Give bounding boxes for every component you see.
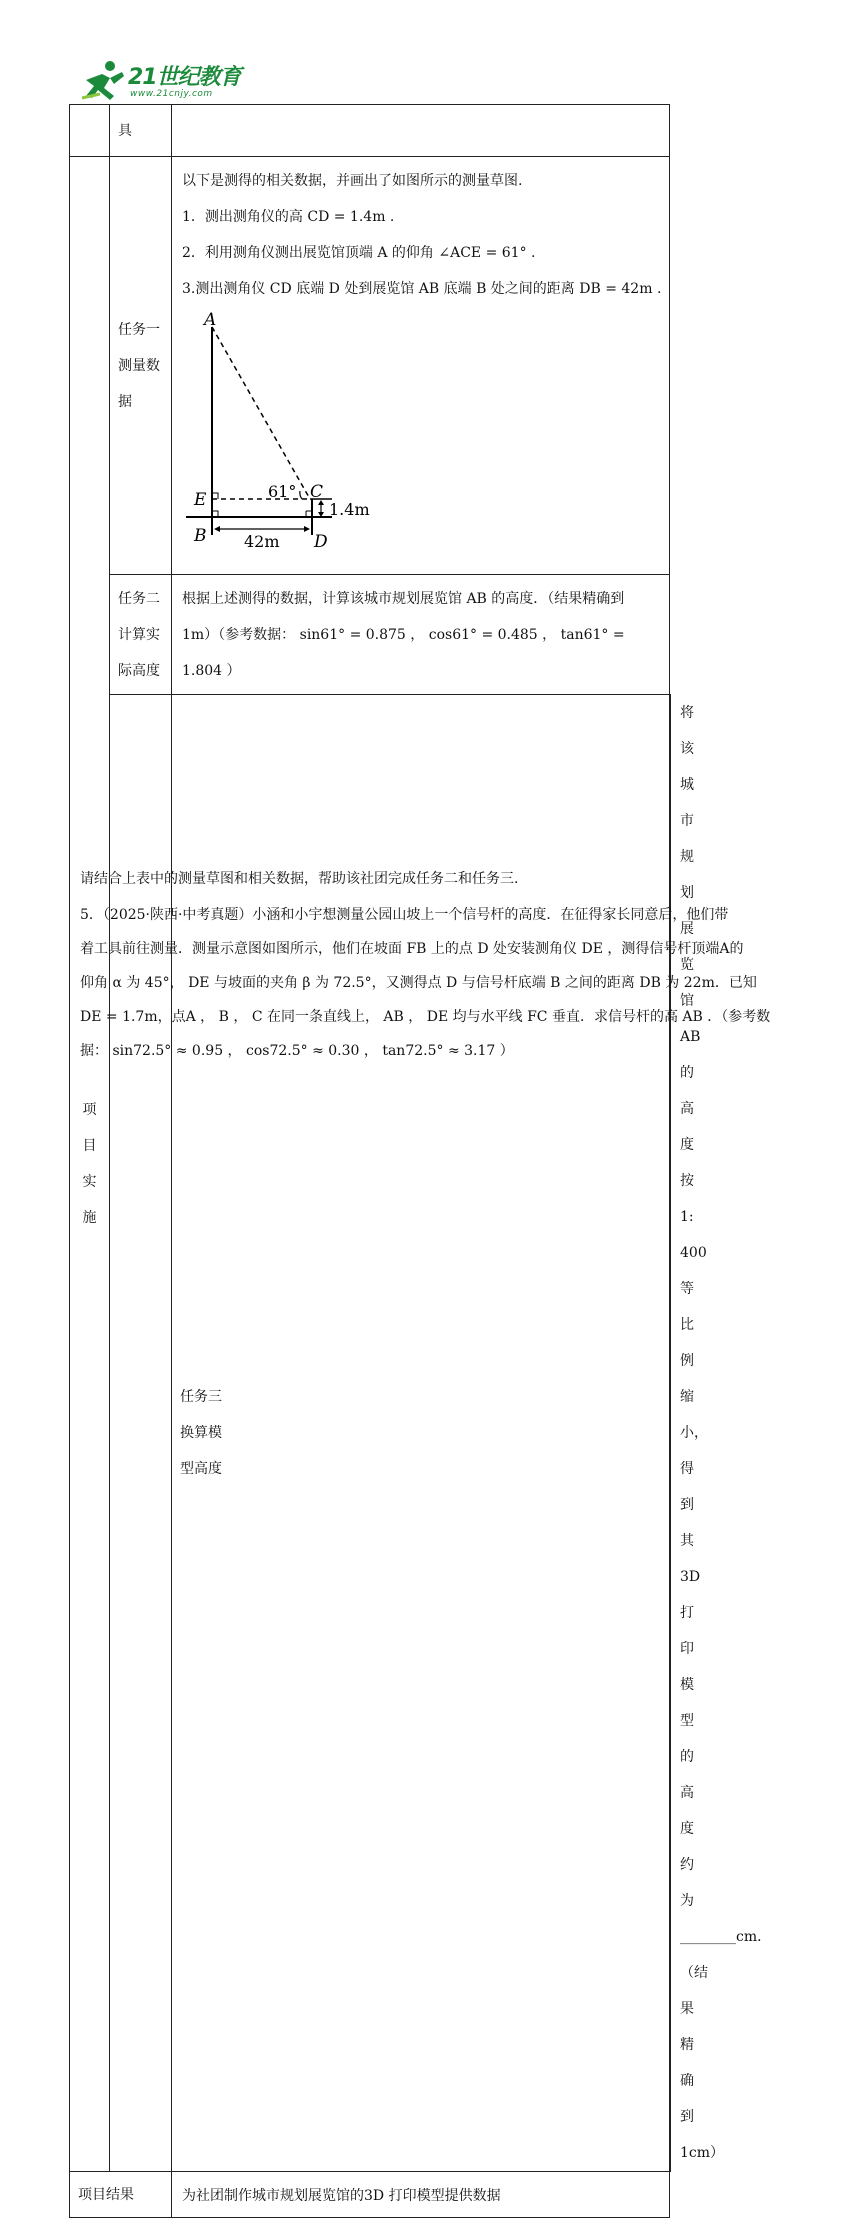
problem-5 [80, 898, 790, 1068]
cell-tools-label: 具 [110, 105, 172, 157]
task1-item3: 3.测出测角仪 CD 底端 D 处到展览馆 AB 底端 B 处之间的距离 DB = 42m . [182, 281, 662, 297]
label-b: B [194, 526, 207, 546]
after-table-line: 请结合上表中的测量草图和相关数据，帮助该社团完成任务二和任务三. [80, 871, 519, 887]
result-label: 项目结果 [70, 2172, 172, 2218]
task1-content [172, 157, 670, 575]
angle-arc [300, 491, 302, 499]
label-distance: 42m [244, 532, 280, 549]
cell-tools-content [172, 105, 670, 157]
measurement-figure [182, 309, 402, 549]
problem5-line: 5．（2025·陕西·中考真题）小涵和小宇想测量公园山坡上一个信号杆的高度．在征得家长同意后，他们带 [80, 907, 729, 923]
task3-label: 任务三 换算模 型高度 [172, 695, 670, 2172]
task2-line2: 1m）（参考数据： sin61° = 0.875 ， cos61° = 0.485 ， tan61° = 1.804 ） [182, 626, 625, 679]
task1-item2: 2．利用测角仪测出展览馆顶端 A 的仰角 ∠ACE = 61° . [182, 245, 536, 261]
label-e: E [194, 490, 207, 510]
task1-label: 任务一 测量数 据 [110, 157, 172, 575]
dashed-ac [212, 327, 310, 499]
problem5-line: DE = 1.7m，点A ， B ， C 在同一条直线上， AB ， DE 均与水平线 FC 垂直．求信号杆的高 AB ．（参考数 [80, 1009, 771, 1025]
logo [80, 58, 260, 104]
label-angle: 61° [268, 482, 297, 501]
row-task2 [70, 575, 671, 695]
label-height: 1.4m [329, 500, 370, 519]
label-c: C [310, 482, 324, 502]
problem5-line: 着工具前往测量．测量示意图如图所示，他们在坡面 FB 上的点 D 处安装测角仪 DE ，测得信号杆顶端A的 [80, 941, 744, 957]
problem5-line: 仰角 α 为 45°， DE 与坡面的夹角 β 为 72.5°，又测得点 D 与信号杆底端 B 之间的距离 DB 为 22m．已知 [80, 975, 757, 991]
after-table-text [80, 862, 790, 896]
task2-line1: 根据上述测得的数据，计算该城市规划展览馆 AB 的高度．（结果精确到 [182, 590, 625, 607]
row-tools [70, 105, 671, 157]
logo-url: www.21cnjy.com [130, 89, 213, 99]
section-label: 项 目 实 施 [70, 157, 110, 2172]
cell-empty [70, 105, 110, 157]
logo-text: 21世纪教育 [128, 65, 241, 90]
label-a: A [204, 310, 217, 330]
result-text: 为社团制作城市规划展览馆的3D 打印模型提供数据 [172, 2172, 670, 2218]
label-d: D [314, 532, 328, 549]
task1-intro: 以下是测得的相关数据，并画出了如图所示的测量草图. [182, 173, 523, 189]
runner-icon [80, 58, 128, 104]
distance-arrowhead-right [304, 526, 310, 532]
task2-label: 任务二 计算实 际高度 [110, 575, 172, 695]
row-task1 [70, 157, 671, 575]
task2-content [172, 575, 670, 695]
task1-item1: 1．测出测角仪的高 CD = 1.4m . [182, 209, 395, 225]
distance-arrowhead-left [214, 526, 220, 532]
row-result [70, 2172, 671, 2218]
problem5-line: 据： sin72.5° ≈ 0.95 ， cos72.5° ≈ 0.30 ， tan72.5° ≈ 3.17 ） [80, 1043, 514, 1059]
task3-content: 将该城市规划展览馆 AB 的高度按1: 400 等比例缩小，得到其3D 打印模型 的高度约为________cm．（结果精确到1cm） [670, 695, 671, 2172]
project-table [69, 104, 772, 2218]
